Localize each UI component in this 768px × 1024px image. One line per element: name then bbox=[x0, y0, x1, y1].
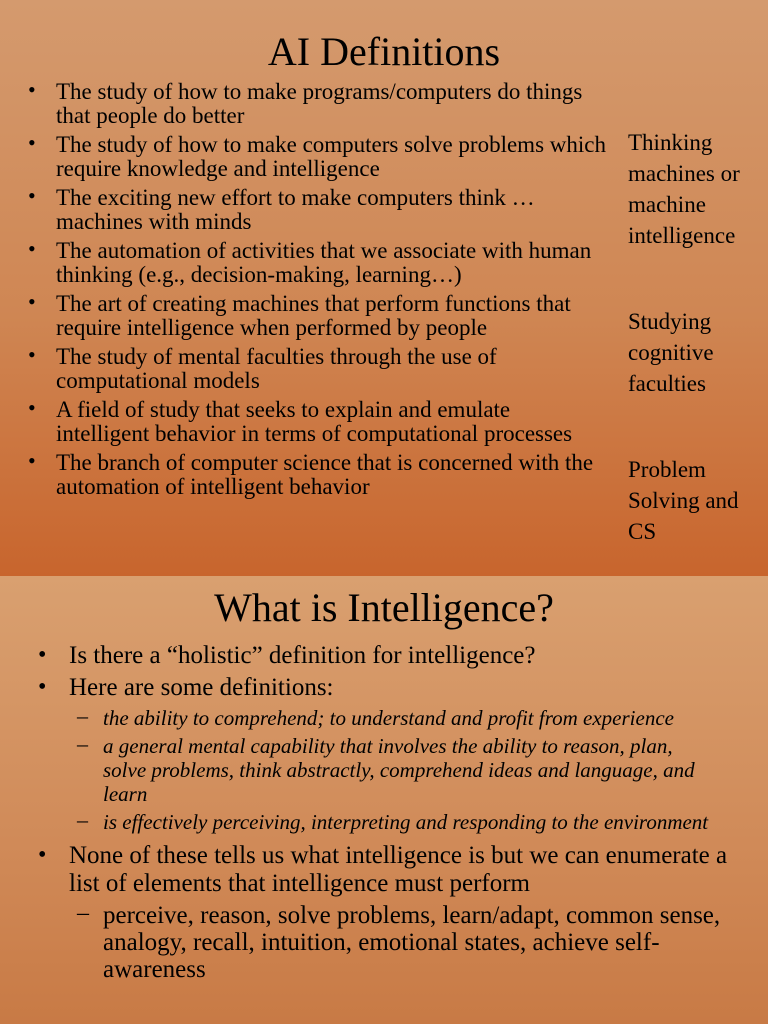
definition-item bbox=[38, 807, 713, 834]
dash-icon: – bbox=[77, 731, 88, 756]
bullet-list bbox=[28, 77, 608, 499]
bullet-icon: • bbox=[38, 674, 47, 700]
list-item bbox=[38, 674, 758, 702]
list-item bbox=[28, 130, 608, 181]
bullet-text: The study of mental faculties through the use of computational models bbox=[56, 344, 497, 393]
elements-item bbox=[38, 902, 728, 983]
side-label-thinking-machines: Thinking machines or machine intelligence bbox=[628, 130, 740, 248]
dash-icon: – bbox=[77, 807, 88, 832]
list-item bbox=[38, 642, 758, 670]
bullet-icon: • bbox=[28, 130, 36, 155]
bullet-text: A field of study that seeks to explain and emulate intelligent behavior in terms of computational processes bbox=[56, 397, 573, 446]
bullet-icon: • bbox=[38, 842, 47, 868]
bullet-list bbox=[38, 642, 758, 983]
bullet-text: The study of how to make programs/computers do things that people do better bbox=[56, 79, 583, 128]
bullet-text: The exciting new effort to make computers think … machines with minds bbox=[56, 185, 535, 234]
list-item bbox=[28, 448, 608, 499]
list-item bbox=[28, 236, 608, 287]
slide-title: AI Definitions bbox=[267, 29, 501, 74]
list-item bbox=[28, 289, 608, 340]
slide-title: What is Intelligence? bbox=[214, 585, 554, 630]
bullet-icon: • bbox=[28, 289, 36, 314]
dash-icon: – bbox=[77, 900, 89, 926]
bullet-icon: • bbox=[28, 236, 36, 261]
side-label-cognitive-faculties: Studying cognitive faculties bbox=[628, 309, 714, 396]
dash-icon: – bbox=[77, 703, 88, 728]
elements-text: perceive, reason, solve problems, learn/adapt, common sense, analogy, recall, intuition, emotional states, achieve self-awareness bbox=[103, 902, 721, 983]
list-item bbox=[38, 842, 759, 898]
definition-item bbox=[38, 731, 713, 806]
bullet-text: None of these tells us what intelligence is but we can enumerate a list of elements that intelligence must perform bbox=[69, 842, 728, 897]
bullet-text: The study of how to make computers solve problems which require knowledge and intelligence bbox=[56, 132, 606, 181]
list-item bbox=[28, 395, 608, 446]
definition-text: a general mental capability that involves the ability to reason, plan, solve problems, think abstractly, comprehend ideas and language, and learn bbox=[103, 734, 695, 806]
bullet-icon: • bbox=[38, 642, 47, 668]
bullet-text: The automation of activities that we associate with human thinking (e.g., decision-making, learning…) bbox=[56, 238, 592, 287]
bullet-icon: • bbox=[28, 342, 36, 367]
bullet-icon: • bbox=[28, 183, 36, 208]
bullet-text: The branch of computer science that is concerned with the automation of intelligent behavior bbox=[56, 450, 594, 499]
slide-what-is-intelligence bbox=[0, 576, 768, 1024]
bullet-icon: • bbox=[28, 448, 36, 473]
bullet-text: Is there a “holistic” definition for intelligence? bbox=[69, 642, 536, 669]
definition-text: the ability to comprehend; to understand and profit from experience bbox=[103, 706, 674, 730]
definition-text: is effectively perceiving, interpreting and responding to the environment bbox=[103, 810, 709, 834]
list-item bbox=[28, 342, 608, 393]
bullet-text: Here are some definitions: bbox=[69, 674, 334, 701]
definition-item bbox=[38, 703, 703, 730]
bullet-icon: • bbox=[28, 395, 36, 420]
side-label-problem-solving: Problem Solving and CS bbox=[628, 457, 739, 544]
list-item bbox=[28, 183, 608, 234]
list-item bbox=[28, 77, 608, 128]
bullet-icon: • bbox=[28, 77, 36, 102]
bullet-text: The art of creating machines that perform functions that require intelligence when performed by people bbox=[56, 291, 571, 340]
